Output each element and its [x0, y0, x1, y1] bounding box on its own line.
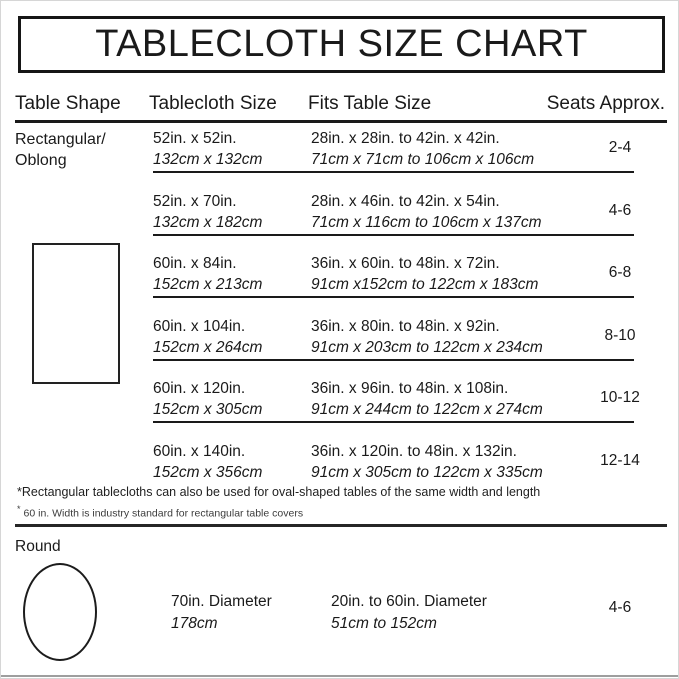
seats-cell: 10-12: [600, 389, 640, 406]
tablecloth-size-cell: 60in. x 120in. 152cm x 305cm: [153, 380, 263, 418]
fits-table-size-cell: 36in. x 120in. to 48in. x 132in. 91cm x 305cm to 122cm x 335cm: [311, 442, 543, 481]
row-divider: [153, 171, 634, 173]
row-divider: [153, 296, 634, 298]
footnote-oval: *Rectangular tablecloths can also be used for oval-shaped tables of the same width and length: [17, 485, 541, 499]
seats-cell: 12-14: [600, 451, 640, 469]
tablecloth-size-cell: 52in. x 52in. 132cm x 132cm: [153, 130, 263, 168]
column-header-seats-approx: Seats Approx.: [546, 93, 665, 114]
row-divider: [153, 234, 634, 236]
seats-cell: 2-4: [608, 139, 632, 156]
tablecloth-size-cell: 60in. x 140in. 152cm x 356cm: [153, 442, 263, 481]
column-header-table-shape: Table Shape: [15, 93, 121, 114]
row-divider: [153, 359, 634, 361]
table-row: [1, 249, 679, 312]
fits-table-size-cell: 36in. x 60in. to 48in. x 72in. 91cm x152cm to 122cm x 183cm: [311, 255, 539, 293]
fits-table-size-cell: 36in. x 96in. to 48in. x 108in. 91cm x 244cm to 122cm x 274cm: [311, 380, 543, 418]
tablecloth-size-cell: 70in. Diameter 178cm: [171, 593, 272, 632]
shape-label-round: Round: [15, 538, 61, 555]
fits-table-size-cell: 36in. x 80in. to 48in. x 92in. 91cm x 203cm to 122cm x 234cm: [311, 317, 543, 356]
table-row: [1, 124, 679, 187]
title-box: [18, 16, 665, 73]
header-divider: [15, 120, 667, 123]
bottom-edge-line: [1, 675, 679, 677]
footnote-standard-width: * 60 in. Width is industry standard for rectangular table covers: [17, 504, 304, 520]
seats-cell: 8-10: [604, 326, 636, 344]
fits-table-size-cell: 28in. x 28in. to 42in. x 42in. 71cm x 71cm to 106cm x 106cm: [311, 130, 535, 168]
row-divider: [153, 421, 634, 423]
asterisk-mark: *: [17, 504, 21, 514]
section-divider: [15, 524, 667, 527]
table-row: [1, 187, 679, 250]
round-table-icon: [23, 563, 97, 661]
fits-table-size-cell: 20in. to 60in. Diameter 51cm to 152cm: [331, 593, 487, 632]
table-row: [1, 374, 679, 437]
tablecloth-size-cell: 60in. x 84in. 152cm x 213cm: [153, 255, 263, 293]
tablecloth-size-cell: 60in. x 104in. 152cm x 264cm: [153, 317, 263, 356]
column-header-fits-table-size: Fits Table Size: [308, 93, 432, 114]
seats-cell: 4-6: [608, 599, 632, 616]
rectangular-size-table: [1, 124, 679, 499]
tablecloth-size-cell: 52in. x 70in. 132cm x 182cm: [153, 192, 263, 231]
table-row: [1, 312, 679, 375]
shape-label-rectangular-oblong: Rectangular/ Oblong: [15, 131, 106, 169]
seats-cell: 4-6: [608, 201, 632, 219]
fits-table-size-cell: 28in. x 46in. to 42in. x 54in. 71cm x 116cm to 106cm x 137cm: [311, 192, 542, 231]
seats-cell: 6-8: [608, 264, 632, 281]
column-header-tablecloth-size: Tablecloth Size: [149, 93, 277, 114]
page-title: TABLECLOTH SIZE CHART: [95, 23, 588, 65]
